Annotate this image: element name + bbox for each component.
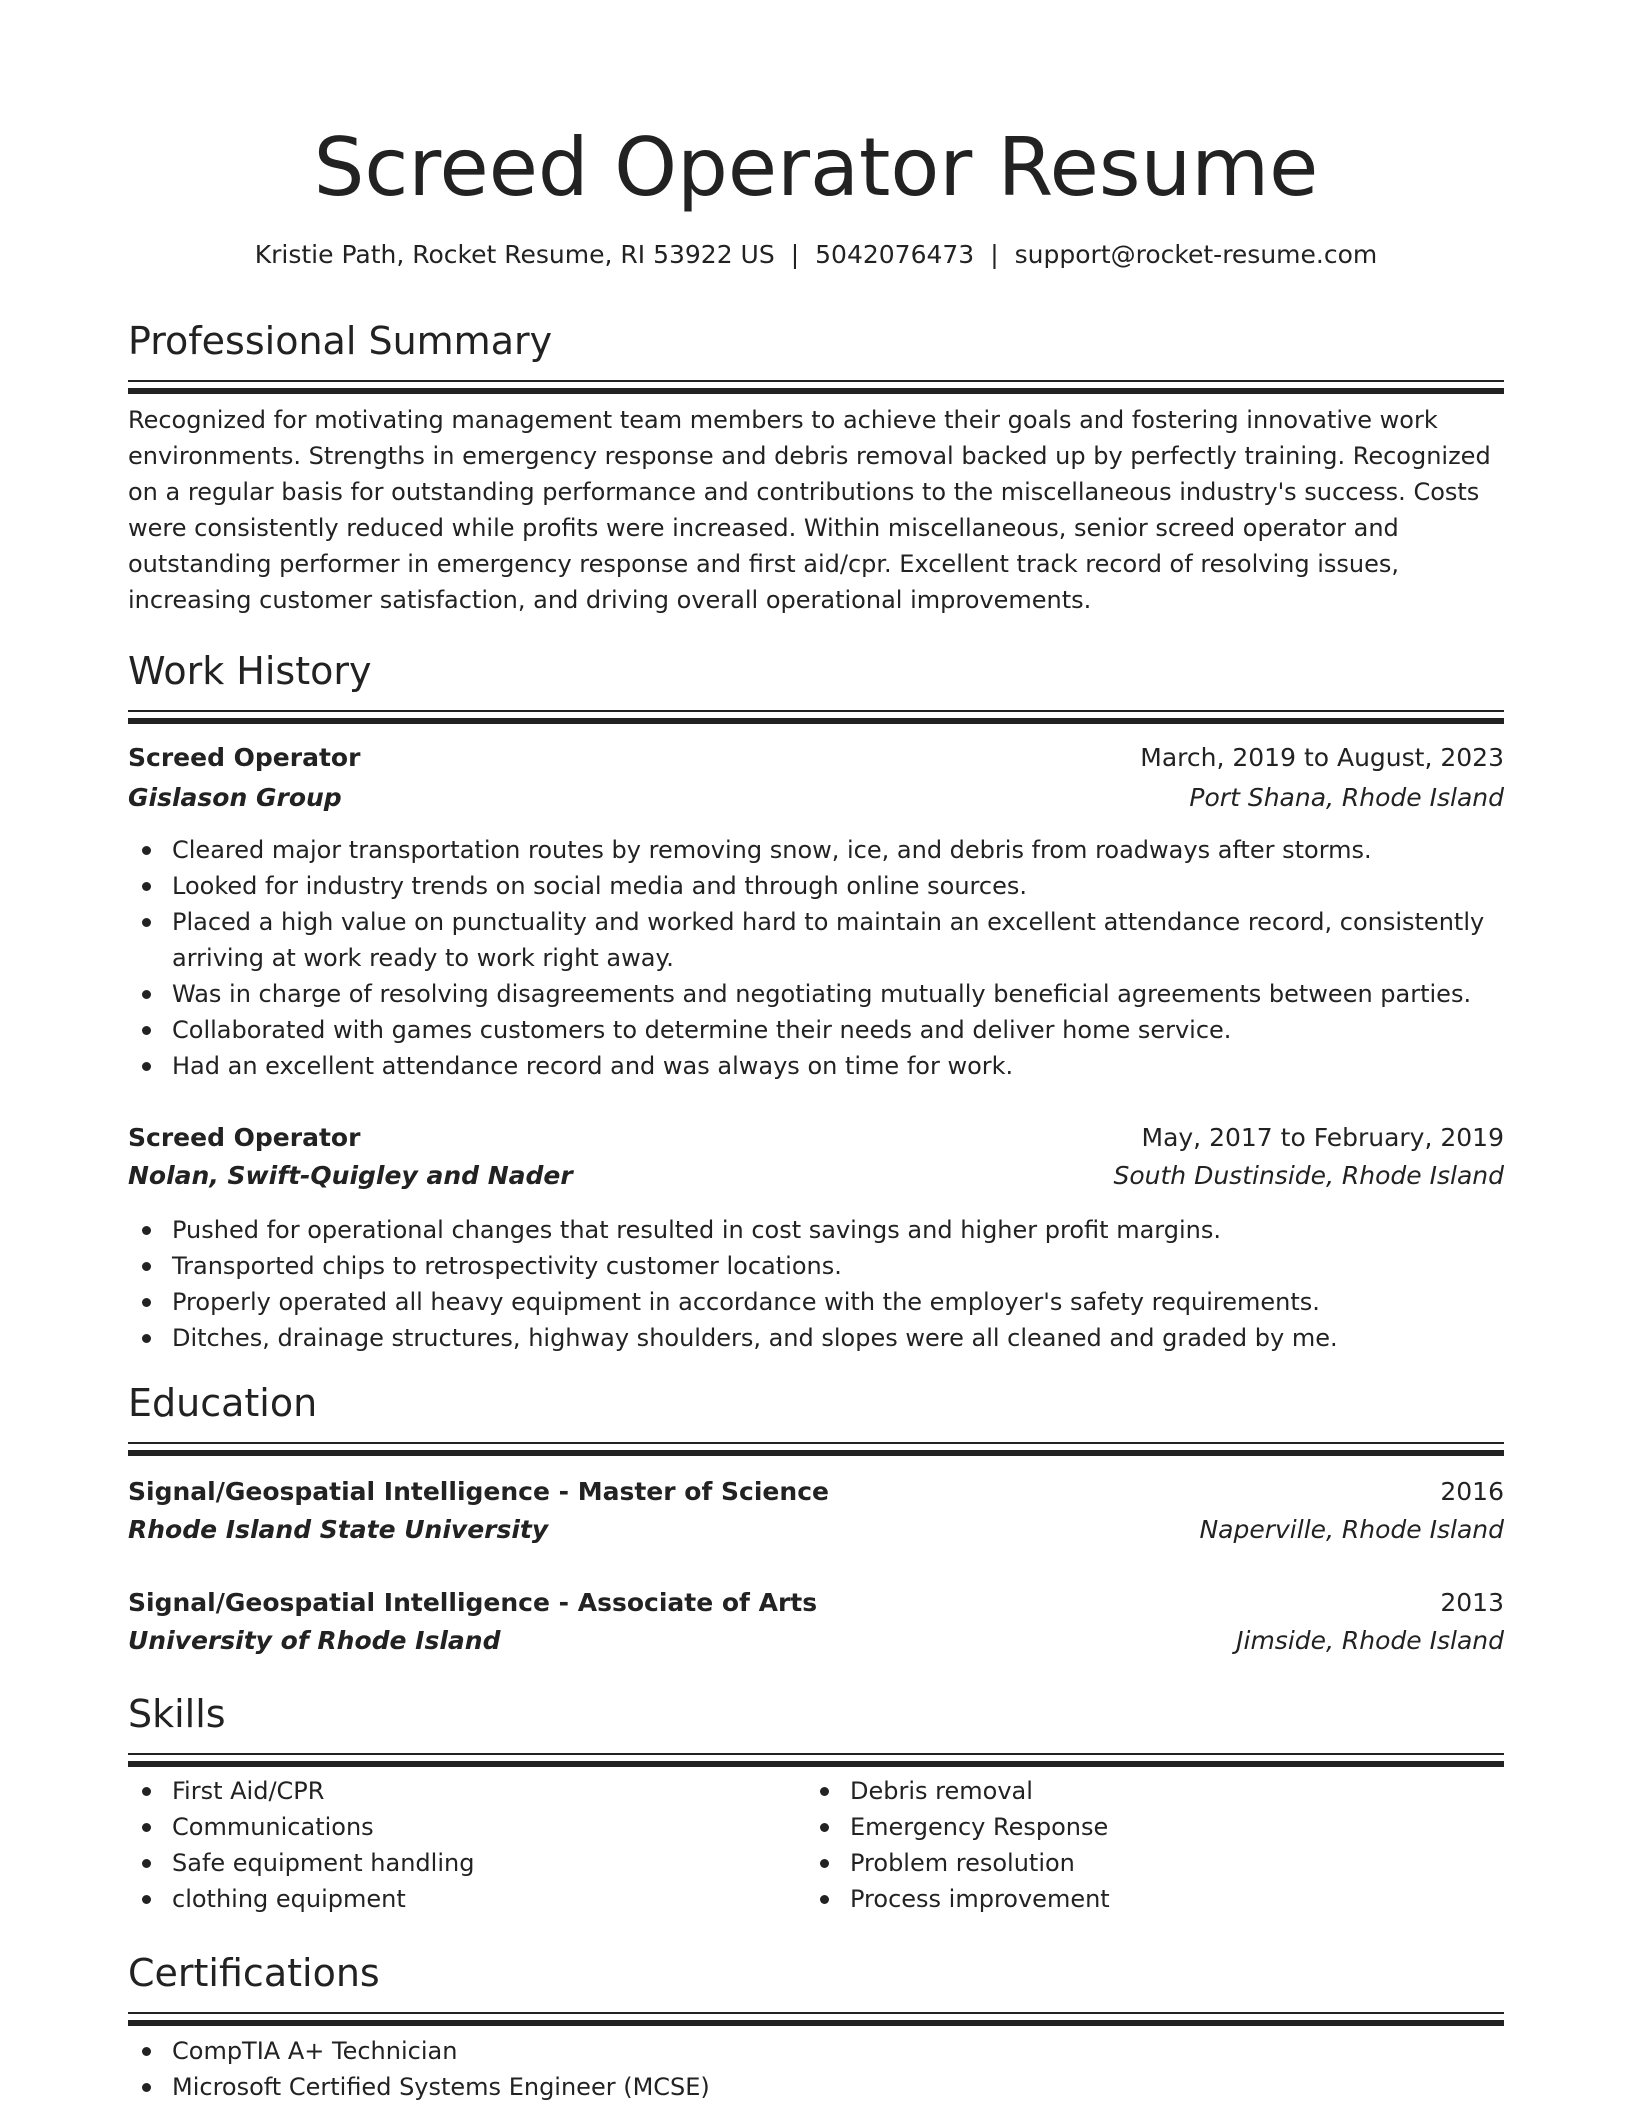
contact-email: support@rocket-resume.com [1014, 240, 1378, 269]
resume-title: Screed Operator Resume [313, 121, 1319, 214]
list-item: First Aid/CPR [172, 1773, 802, 1809]
section-divider [128, 710, 1504, 724]
contact-line [0, 238, 1632, 272]
job-company: Gislason Group [128, 783, 342, 812]
skills-list-left [128, 1773, 802, 1917]
list-item: Microsoft Certified Systems Engineer (MCSE) [172, 2069, 1504, 2105]
list-item: Communications [172, 1809, 802, 1845]
education-location: Jimside, Rhode Island [1236, 1626, 1504, 1655]
summary-heading: Professional Summary [128, 319, 553, 363]
education-year: 2013 [1440, 1588, 1504, 1617]
job-location: Port Shana, Rhode Island [1189, 783, 1504, 812]
work-section-header [128, 646, 1504, 724]
list-item: Safe equipment handling [172, 1845, 802, 1881]
list-item: Properly operated all heavy equipment in accordance with the employer's safety requirements. [172, 1284, 1504, 1320]
education-header-row [128, 1473, 1504, 1511]
skills-section-header [128, 1689, 1504, 1767]
skills-list-right [806, 1773, 1500, 1917]
section-divider [128, 1442, 1504, 1456]
job-title: Screed Operator [128, 743, 361, 772]
list-item: Pushed for operational changes that resulted in cost savings and higher profit margins. [172, 1212, 1504, 1248]
work-heading: Work History [128, 649, 372, 693]
section-divider [128, 2012, 1504, 2026]
list-item: Problem resolution [850, 1845, 1500, 1881]
section-divider [128, 1753, 1504, 1767]
job-company-row [128, 779, 1504, 817]
education-header-row [128, 1584, 1504, 1622]
certifications-heading: Certifications [128, 1951, 380, 1995]
list-item: Debris removal [850, 1773, 1500, 1809]
contact-phone: 5042076473 [815, 240, 975, 269]
list-item: Was in charge of resolving disagreements and negotiating mutually beneficial agreements between parties. [172, 976, 1504, 1012]
job-duties-list [128, 832, 1504, 1084]
list-item: Collaborated with games customers to determine their needs and deliver home service. [172, 1012, 1504, 1048]
education-section-header [128, 1378, 1504, 1456]
job-dates: March, 2019 to August, 2023 [1140, 743, 1504, 772]
job-company-row [128, 1157, 1504, 1195]
job-title: Screed Operator [128, 1123, 361, 1152]
contact-address: Kristie Path, Rocket Resume, RI 53922 US [254, 240, 775, 269]
list-item: Emergency Response [850, 1809, 1500, 1845]
job-duties-list [128, 1212, 1504, 1356]
summary-section-header [128, 316, 1504, 394]
job-dates: May, 2017 to February, 2019 [1141, 1123, 1504, 1152]
list-item: Looked for industry trends on social media and through online sources. [172, 868, 1504, 904]
list-item: clothing equipment [172, 1881, 802, 1917]
education-degree: Signal/Geospatial Intelligence - Master of Science [128, 1477, 829, 1506]
list-item: Process improvement [850, 1881, 1500, 1917]
job-company: Nolan, Swift-Quigley and Nader [128, 1161, 573, 1190]
job-location: South Dustinside, Rhode Island [1113, 1161, 1504, 1190]
education-school-row [128, 1511, 1504, 1549]
education-school: Rhode Island State University [128, 1515, 549, 1544]
job-header-row [128, 1119, 1504, 1157]
contact-separator: | [790, 240, 800, 269]
education-degree: Signal/Geospatial Intelligence - Associate of Arts [128, 1588, 818, 1617]
list-item: Transported chips to retrospectivity customer locations. [172, 1248, 1504, 1284]
list-item: CompTIA A+ Technician [172, 2033, 1504, 2069]
list-item: Placed a high value on punctuality and worked hard to maintain an excellent attendance record, consistently arriving at work ready to work right away. [172, 904, 1504, 976]
list-item: Cleared major transportation routes by removing snow, ice, and debris from roadways after storms. [172, 832, 1504, 868]
education-year: 2016 [1440, 1477, 1504, 1506]
job-header-row [128, 739, 1504, 777]
section-divider [128, 380, 1504, 394]
certifications-section-header [128, 1948, 1504, 2026]
certifications-list [128, 2033, 1504, 2105]
list-item: Had an excellent attendance record and was always on time for work. [172, 1048, 1504, 1084]
skills-heading: Skills [128, 1692, 226, 1736]
education-school: University of Rhode Island [128, 1626, 501, 1655]
list-item: Ditches, drainage structures, highway shoulders, and slopes were all cleaned and graded by me. [172, 1320, 1504, 1356]
summary-text: Recognized for motivating management team members to achieve their goals and fostering innovative work environments. Strengths in emergency response and debris removal backed up by perfectly training. Recognized on a regular basis for outstanding performance and contributions to the miscellaneous industry's success. Costs were consistently reduced while profits were increased. Within miscellaneous, senior screed operator and outstanding performer in emergency response and first aid/cpr. Excellent track record of resolving issues, increasing customer satisfaction, and driving overall operational improvements. [128, 406, 1491, 614]
education-location: Naperville, Rhode Island [1199, 1515, 1504, 1544]
education-school-row [128, 1622, 1504, 1660]
contact-separator: | [990, 240, 999, 269]
education-heading: Education [128, 1381, 318, 1425]
